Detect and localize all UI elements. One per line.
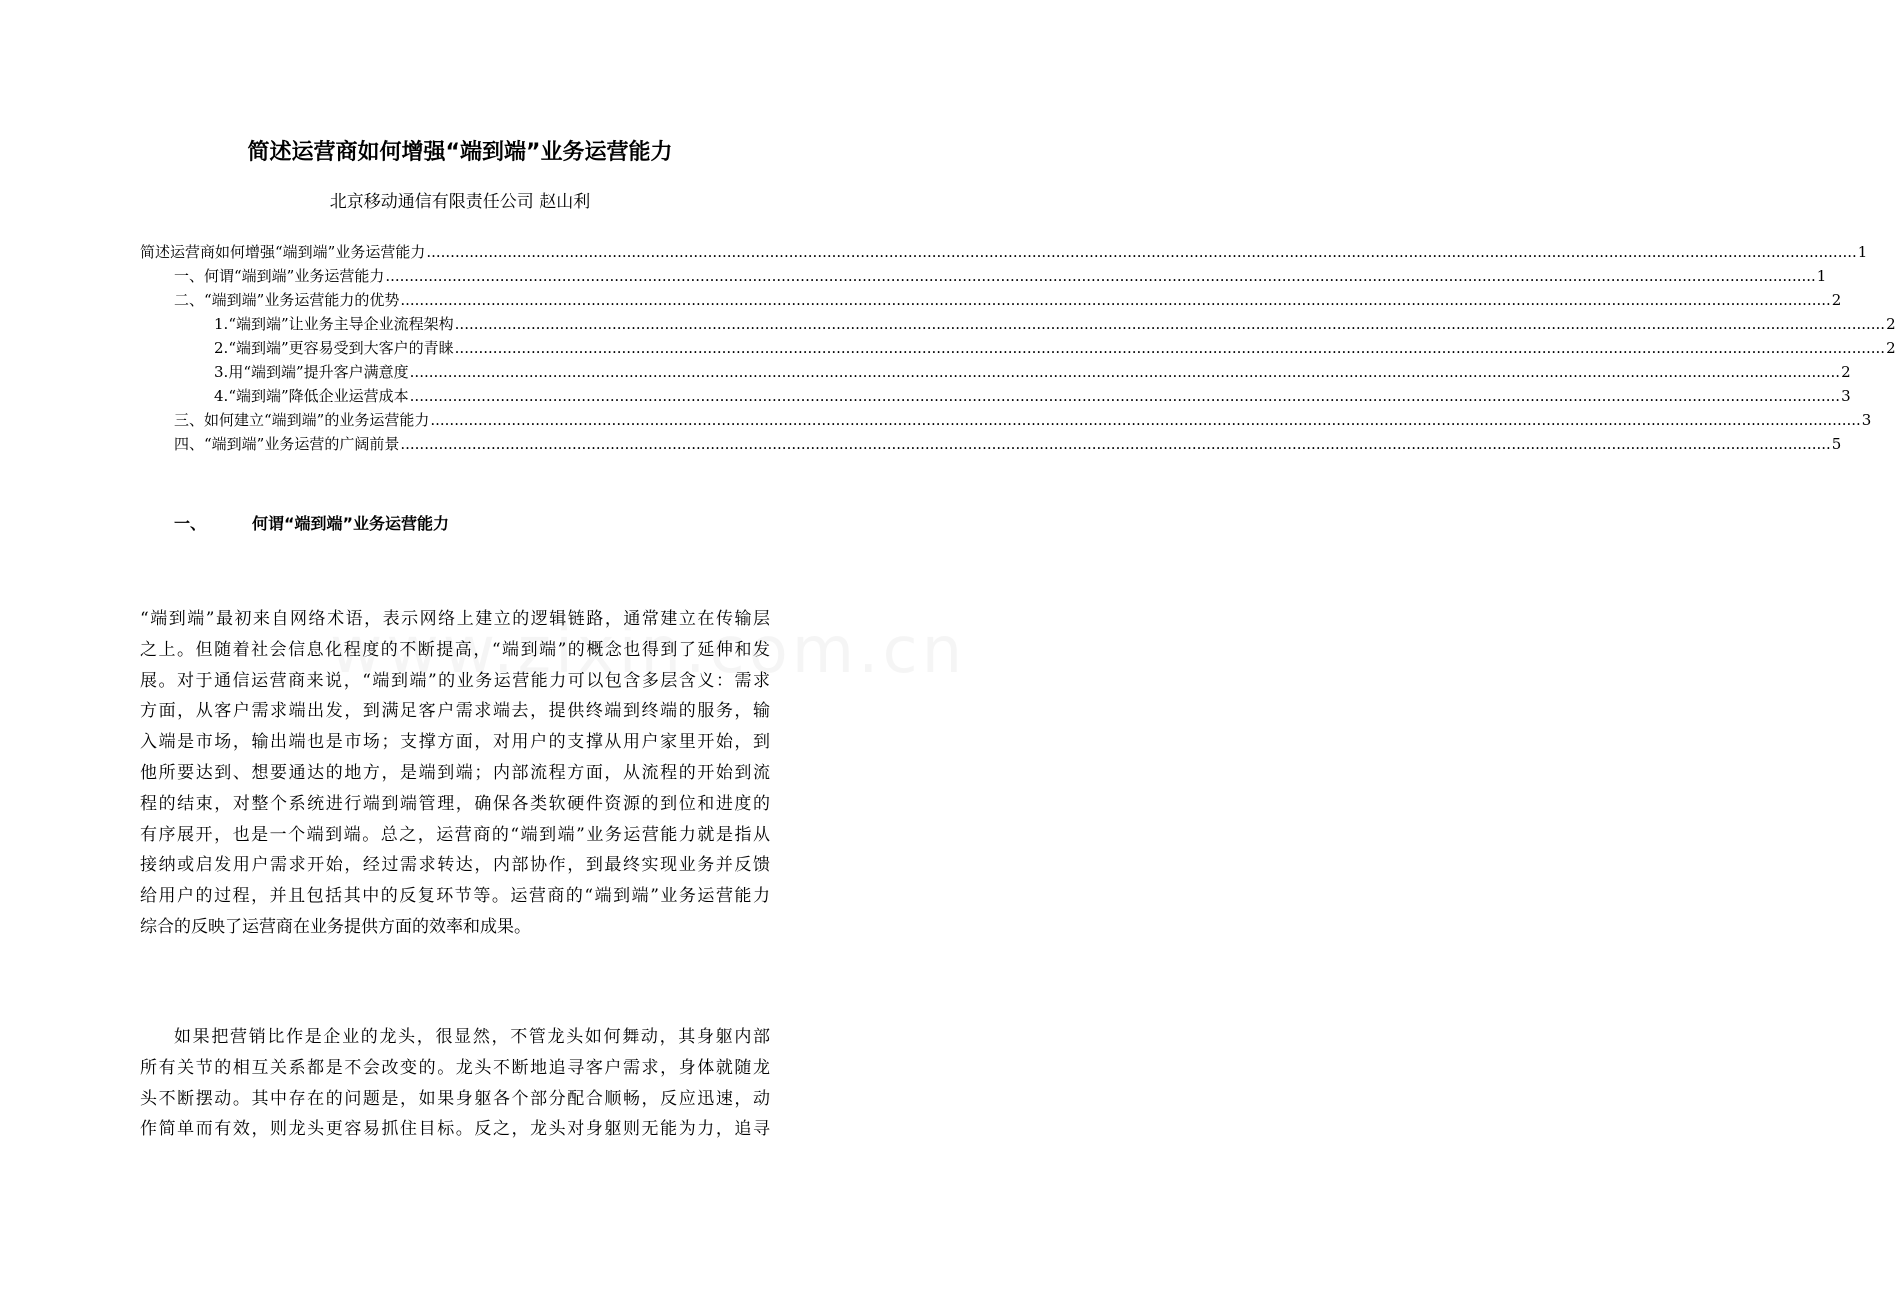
toc-entry-number: 二、 (174, 291, 205, 309)
author-line: 北京移动通信有限责任公司 赵山利 (329, 192, 591, 212)
section-heading-text: 何谓“端到端”业务运营能力 (252, 514, 450, 533)
toc-leader: ............................................................................................................................................................................................................................................................................................................ (400, 291, 1831, 309)
toc-entry-text: “端到端”更容易受到大客户的青睐 (228, 339, 454, 357)
toc-entry[interactable] (174, 407, 1872, 431)
toc-leader: ............................................................................................................................................................................................................................................................................................................ (409, 387, 1841, 405)
toc-entry-text: “端到端”业务运营的广阔前景 (204, 435, 400, 453)
toc-leader: ............................................................................................................................................................................................................................................................................................................ (426, 243, 1857, 261)
paragraph-line: “端到端”最初来自网络术语，表示网络上建立的逻辑链路，通常建立在传输层 (140, 609, 770, 629)
toc-leader: ............................................................................................................................................................................................................................................................................................................ (409, 363, 1841, 381)
toc-entry-number: 一、 (174, 267, 205, 285)
paragraph-line: 他所要达到、想要通达的地方，是端到端；内部流程方面，从流程的开始到流 (140, 762, 770, 783)
paragraph-line: 方面，从客户需求端出发，到满足客户需求端去，提供终端到终端的服务，输 (140, 701, 770, 722)
toc-entry-number: 2. (214, 339, 229, 357)
toc-leader: ............................................................................................................................................................................................................................................................................................................ (400, 435, 1831, 453)
toc-entry-page: 2 (1831, 291, 1842, 309)
toc-entry-page: 5 (1831, 435, 1842, 453)
section-number: 一、 (174, 514, 207, 533)
paragraph-line: 综合的反映了运营商在业务提供方面的效率和成果。 (140, 916, 531, 937)
toc-entry[interactable] (174, 287, 1842, 311)
toc-entry-text: “端到端”让业务主导企业流程架构 (228, 315, 454, 333)
paragraph-line: 接纳或启发用户需求开始，经过需求转达，内部协作，到最终实现业务并反馈 (140, 855, 770, 876)
paragraph-line: 作简单而有效，则龙头更容易抓住目标。反之，龙头对身躯则无能为力，追寻 (140, 1119, 770, 1140)
toc-entry[interactable] (214, 335, 1896, 359)
toc-entry-page: 2 (1886, 315, 1896, 333)
paragraph-line: 给用户的过程，并且包括其中的反复环节等。运营商的“端到端”业务运营能力 (140, 886, 770, 907)
toc-entry[interactable] (214, 311, 1896, 335)
paragraph-line: 有序展开，也是一个端到端。总之，运营商的“端到端”业务运营能力就是指从 (140, 824, 770, 845)
paragraph-line: 所有关节的相互关系都是不会改变的。龙头不断地追寻客户需求，身体就随龙 (140, 1057, 770, 1078)
paragraph-line: 展。对于通信运营商来说，“端到端”的业务运营能力可以包含多层含义：需求 (140, 670, 770, 691)
paragraph-line: 入端是市场，输出端也是市场；支撑方面，对用户的支撑从用户家里开始，到 (140, 732, 770, 753)
toc-entry-number: 1. (214, 315, 229, 333)
toc-entry[interactable] (214, 383, 1851, 407)
toc-entry-text: 如何建立“端到端”的业务运营能力 (204, 411, 430, 429)
toc-entry-number: 4. (214, 387, 229, 405)
toc-leader: ............................................................................................................................................................................................................................................................................................................ (430, 411, 1861, 429)
toc-entry-page: 2 (1841, 363, 1851, 381)
body-paragraph (140, 604, 770, 943)
toc-entry-text: “端到端”降低企业运营成本 (228, 387, 409, 405)
toc-entry-page: 3 (1861, 411, 1872, 429)
toc-entry[interactable] (174, 263, 1827, 287)
toc-entry[interactable] (174, 431, 1842, 455)
toc-entry-text: 何谓“端到端”业务运营能力 (204, 267, 385, 285)
toc-entry-number: 3. (214, 363, 229, 381)
toc-entry[interactable] (214, 359, 1851, 383)
toc-entry-number: 四、 (174, 435, 205, 453)
document-title: 简述运营商如何增强“端到端”业务运营能力 (247, 140, 673, 165)
toc-entry-number: 三、 (174, 411, 205, 429)
body-paragraph (140, 1022, 770, 1145)
paragraph-line: 之上。但随着社会信息化程度的不断提高，“端到端”的概念也得到了延伸和发 (140, 639, 770, 660)
paragraph-line: 如果把营销比作是企业的龙头，很显然，不管龙头如何舞动，其身躯内部 (174, 1027, 770, 1047)
toc-entry[interactable] (140, 239, 1868, 263)
toc-leader: ............................................................................................................................................................................................................................................................................................................ (454, 339, 1886, 357)
toc-entry-page: 3 (1841, 387, 1851, 405)
toc-entry-page: 1 (1857, 243, 1868, 261)
paragraph-line: 头不断摆动。其中存在的问题是，如果身躯各个部分配合顺畅，反应迅速，动 (140, 1088, 770, 1109)
toc-entry-page: 2 (1886, 339, 1896, 357)
paragraph-line: 程的结束，对整个系统进行端到端管理，确保各类软硬件资源的到位和进度的 (140, 793, 770, 814)
section-heading (174, 512, 449, 536)
toc-entry-page: 1 (1816, 267, 1827, 285)
toc-entry-text: “端到端”业务运营能力的优势 (204, 291, 400, 309)
toc-leader: ............................................................................................................................................................................................................................................................................................................ (385, 267, 1816, 285)
toc-entry-text: 简述运营商如何增强“端到端”业务运营能力 (140, 243, 426, 261)
toc-entry-text: 用“端到端”提升客户满意度 (228, 363, 409, 381)
toc-leader: ............................................................................................................................................................................................................................................................................................................ (454, 315, 1886, 333)
